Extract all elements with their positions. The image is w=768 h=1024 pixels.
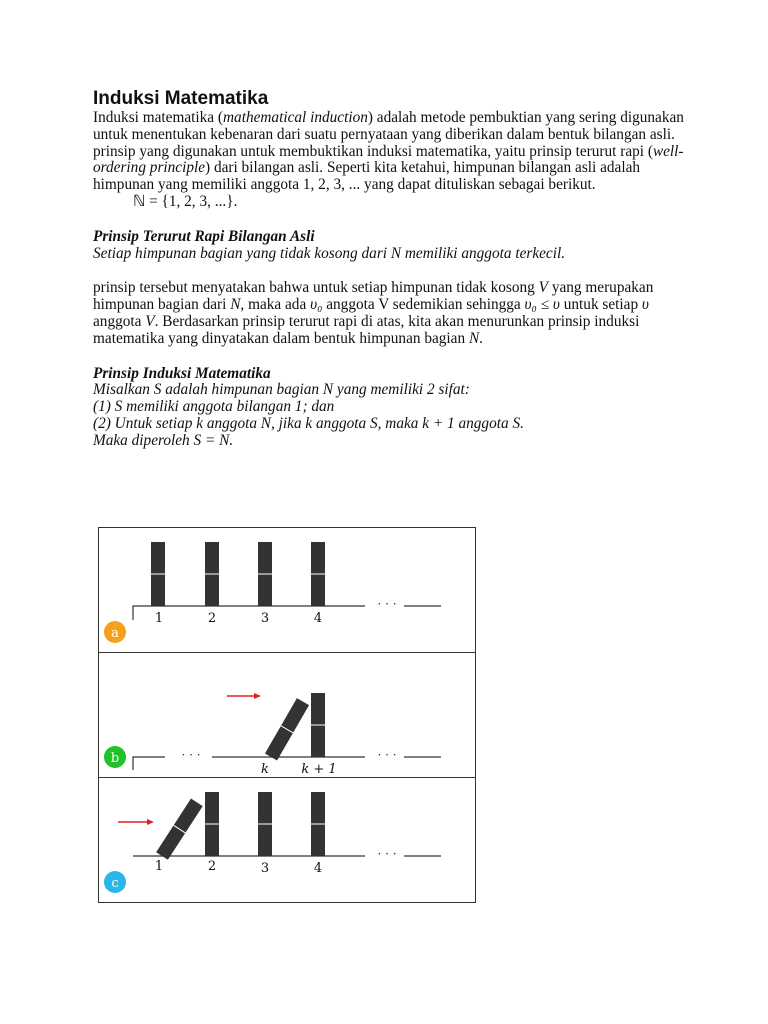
math: N [230, 296, 241, 314]
text: anggota [93, 312, 146, 330]
domino-c3 [258, 792, 272, 856]
intro-term: well-ordering principle [93, 142, 684, 177]
domino-b-k-falling [265, 698, 309, 760]
text: . Berdasarkan prinsip terurut rapi di atas, kita akan menurunkan prinsip induksi matematika yang dinyatakan dalam bentuk himpunan bagian [93, 312, 640, 347]
ellipsis-c: · · · [377, 847, 397, 861]
induction-line-1: Misalkan S adalah himpunan bagian N yang memiliki 2 sifat: [93, 381, 470, 399]
natural-numbers-formula: ℕ = {1, 2, 3, ...}. [133, 192, 238, 210]
math: υ₀ [310, 296, 323, 314]
ellipsis-b-left: · · · [181, 748, 201, 762]
domino-c1-falling [156, 799, 203, 860]
domino-panel-c-drawing [99, 778, 475, 903]
math: V [145, 312, 155, 330]
domino-panel-a [99, 528, 475, 653]
intro-text: Induksi matematika ( [93, 109, 223, 126]
label-a-3: 3 [260, 611, 270, 626]
section-heading-well-ordering: Prinsip Terurut Rapi Bilangan Asli [93, 227, 315, 245]
text: yang merupakan himpunan bagian dari [93, 279, 654, 314]
domino-c2 [205, 792, 219, 856]
ellipsis-b-right: · · · [377, 748, 397, 762]
math: υ [641, 296, 649, 314]
label-b-k-plus-1: k + 1 [301, 762, 337, 777]
domino-a2 [205, 542, 219, 606]
domino-panel-c [99, 778, 475, 903]
domino-panel-b-drawing [99, 653, 475, 778]
domino-a1 [151, 542, 165, 606]
label-c-4: 4 [313, 861, 323, 876]
intro-paragraph-2 [93, 144, 693, 194]
domino-a4 [311, 542, 325, 606]
intro-paragraph-1 [93, 110, 693, 144]
label-c-2: 2 [207, 859, 217, 874]
badge-c: c [111, 876, 119, 891]
badge-a: a [111, 626, 119, 641]
intro-text: ) adalah metode pembuktian yang sering digunakan untuk menentukan kebenaran dari suatu pernyataan yang diberikan dalam bentuk bilangan asli. [93, 109, 684, 143]
math: N [468, 329, 480, 347]
domino-b-k-plus-1 [311, 693, 325, 757]
domino-figure [98, 527, 476, 903]
domino-c4 [311, 792, 325, 856]
text: . [479, 329, 483, 347]
intro-term: mathematical induction [223, 109, 368, 126]
baseline-b-left [133, 757, 165, 770]
document-body [93, 88, 693, 450]
label-a-1: 1 [154, 611, 164, 626]
label-b-k: k [261, 762, 269, 777]
label-a-4: 4 [313, 611, 323, 626]
label-a-2: 2 [207, 611, 217, 626]
math: υ₀ ≤ υ [524, 296, 560, 314]
well-ordering-explanation [93, 280, 693, 347]
domino-panel-b [99, 653, 475, 778]
badge-b: b [110, 751, 120, 766]
math: V [538, 279, 549, 297]
ellipsis-a: · · · [377, 597, 397, 611]
domino-panel-a-drawing [99, 528, 475, 653]
induction-line-2: (1) S memiliki anggota bilangan 1; dan [93, 398, 335, 416]
label-c-3: 3 [260, 861, 270, 876]
text: , maka ada [240, 296, 311, 314]
text: untuk setiap [559, 296, 642, 314]
induction-line-4: Maka diperoleh S = N. [93, 431, 234, 449]
text: anggota V sedemikian sehingga [322, 296, 525, 314]
arrow-head-c [147, 819, 154, 825]
intro-text: ) dari bilangan asli. Seperti kita ketahui, himpunan bilangan asli adalah himpunan yang memiliki anggota 1, 2, 3, ... yang dapat dituliskan sebagai berikut. [93, 159, 641, 194]
label-c-1: 1 [154, 859, 164, 874]
section-heading-induction: Prinsip Induksi Matematika [93, 364, 271, 382]
text: prinsip tersebut menyatakan bahwa untuk setiap himpunan tidak kosong [93, 279, 539, 297]
intro-text: prinsip yang digunakan untuk membuktikan induksi matematika, yaitu prinsip terurut rapi ( [93, 142, 653, 160]
page-title: Induksi Matematika [93, 88, 269, 109]
domino-a3 [258, 542, 272, 606]
well-ordering-statement: Setiap himpunan bagian yang tidak kosong dari N memiliki anggota terkecil. [93, 244, 566, 262]
arrow-head-b [254, 693, 261, 699]
baseline-a [133, 606, 365, 620]
induction-line-3: (2) Untuk setiap k anggota N, jika k anggota S, maka k + 1 anggota S. [93, 414, 524, 432]
